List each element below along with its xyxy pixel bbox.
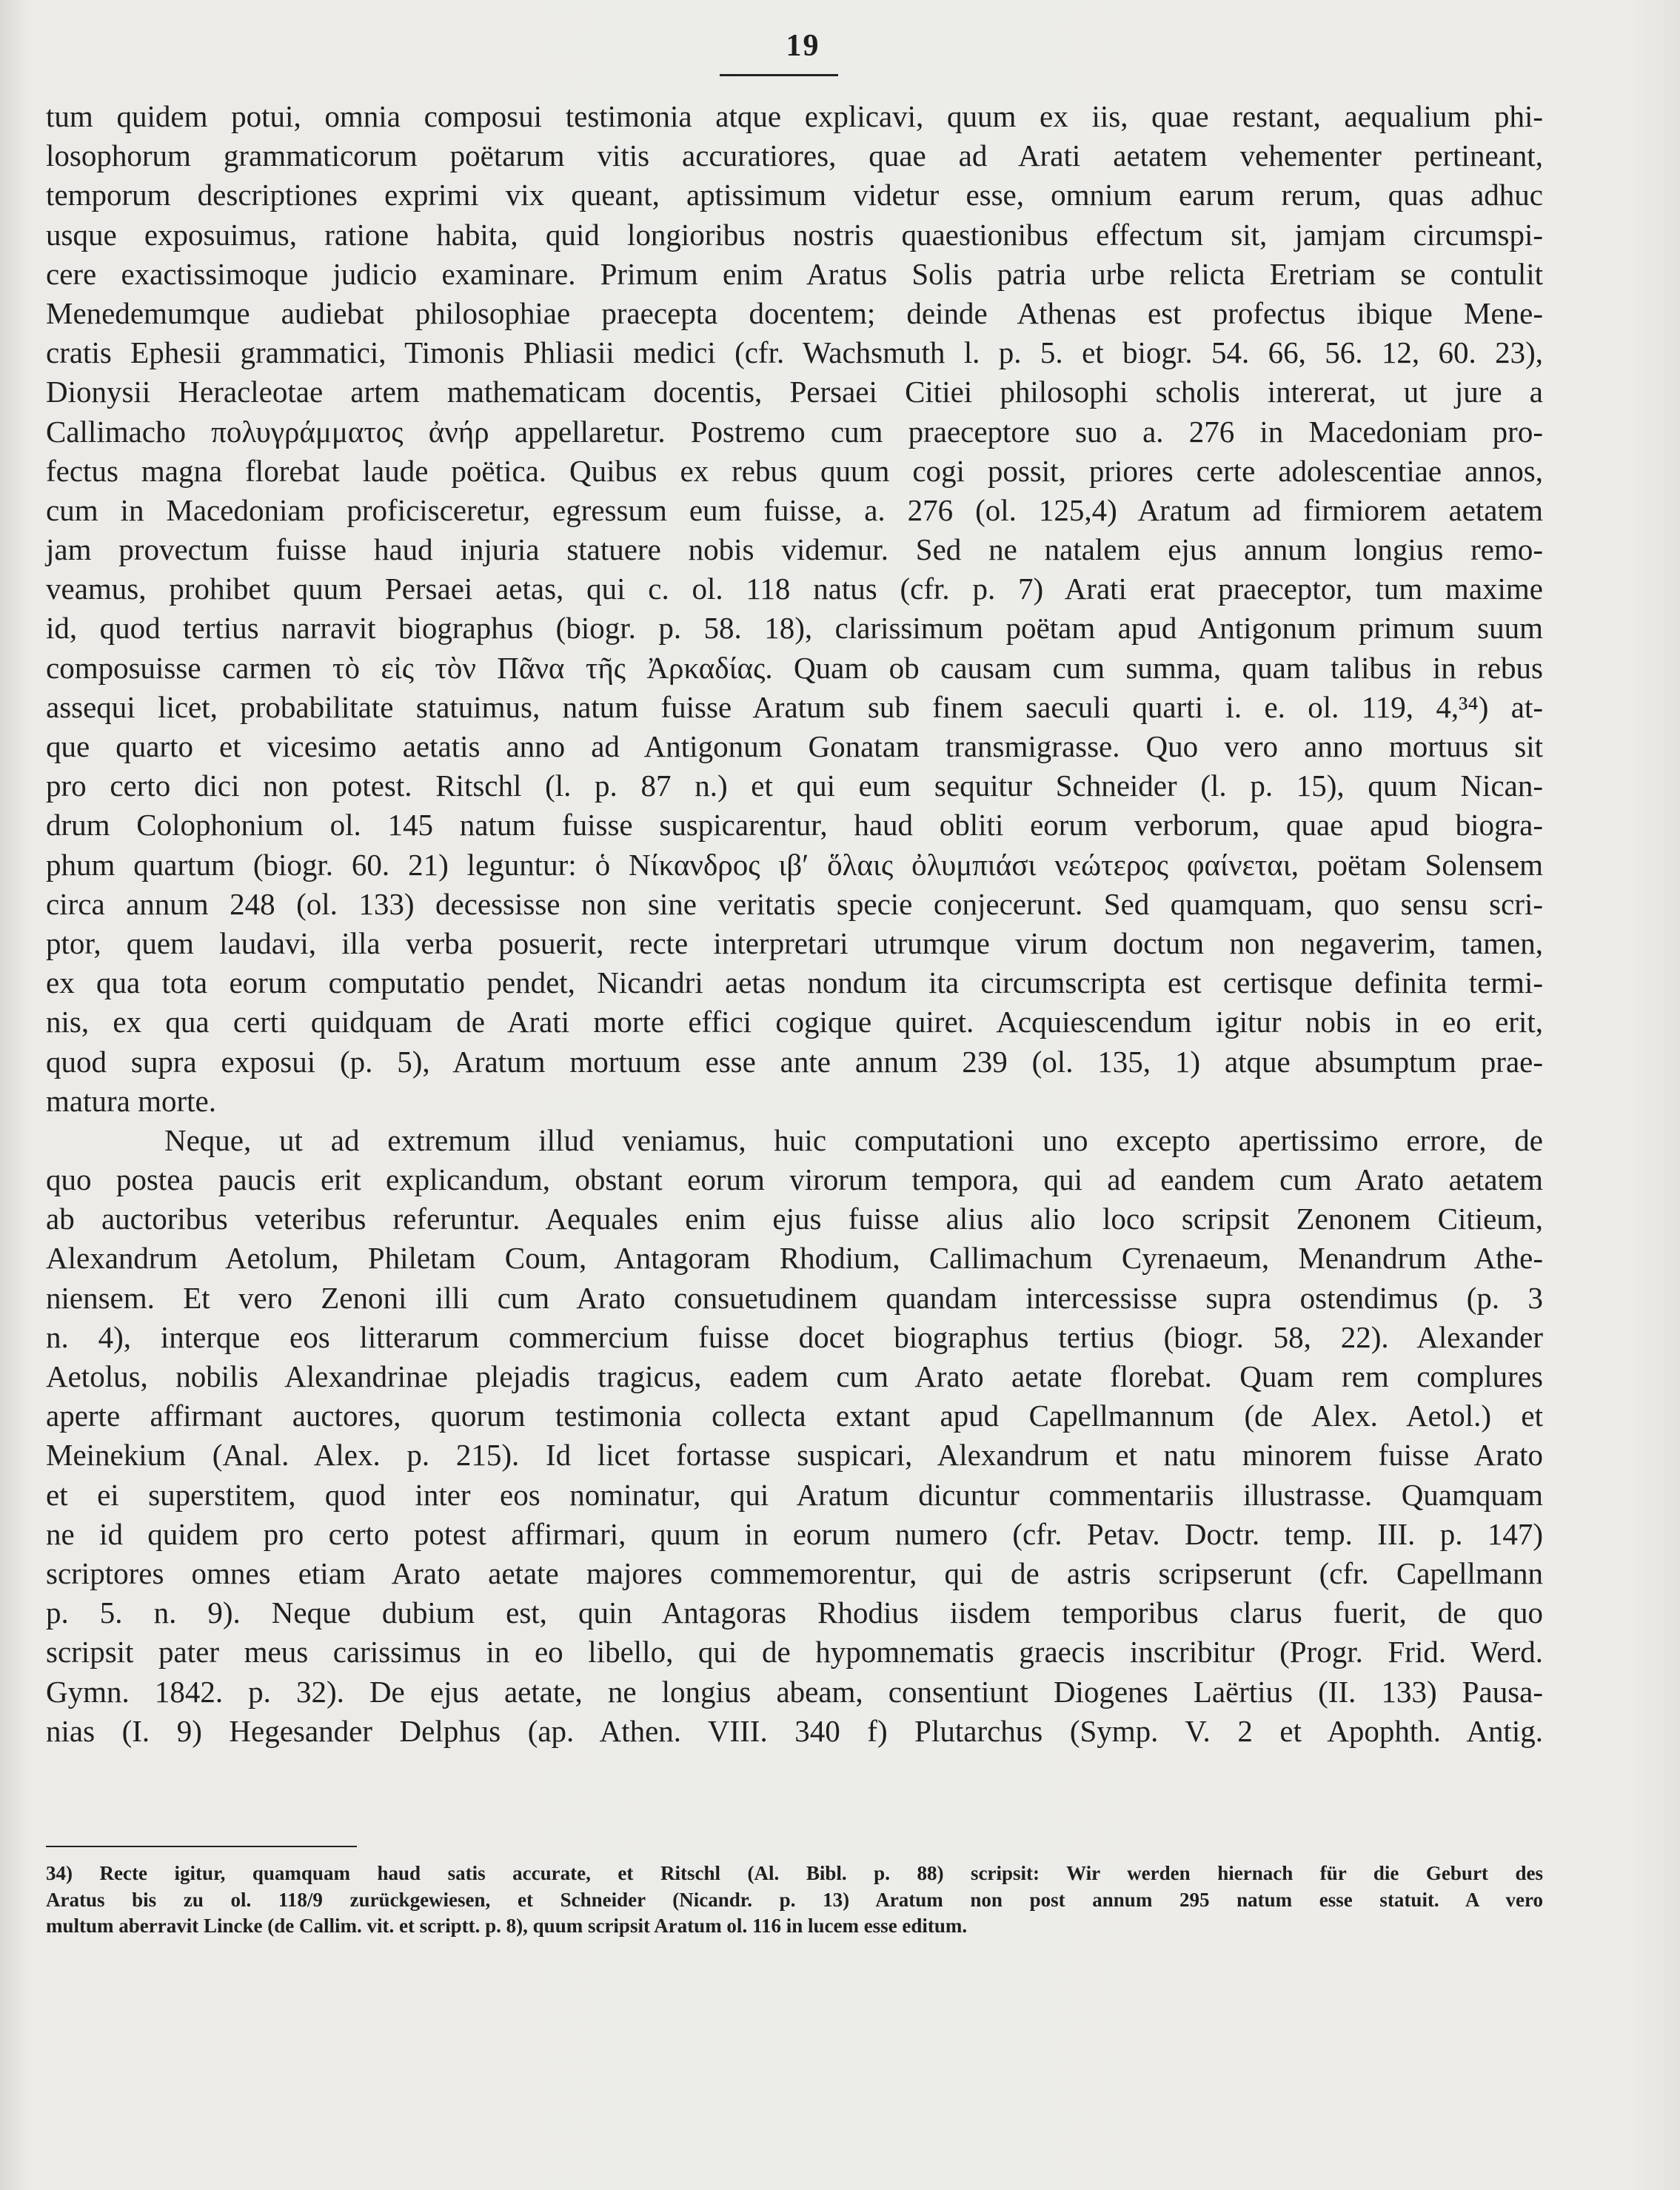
text-line: aperte affirmant auctores, quorum testimonia collecta extant apud Capellmannum (de Alex. Aetol.) et <box>46 1399 1543 1433</box>
text-line-paragraph-start: Neque, ut ad extremum illud veniamus, huic computationi uno excepto apertissimo errore, de <box>164 1122 1543 1157</box>
text-line: cratis Ephesii grammatici, Timonis Phliasii medici (cfr. Wachsmuth l. p. 5. et biogr. 54. 66, 56. 12, 60. 23), <box>46 335 1543 370</box>
text-line: Menedemumque audiebat philosophiae praecepta docentem; deinde Athenas est profectus ibique Mene- <box>46 295 1543 330</box>
footnote-rule <box>46 1846 357 1847</box>
text-line: jam provectum fuisse haud injuria statuere nobis videmur. Sed ne natalem ejus annum longius remo- <box>46 532 1543 567</box>
text-line: assequi licet, probabilitate statuimus, natum fuisse Aratum sub finem saeculi quarti i. e. ol. 119, 4,³⁴) at- <box>46 689 1543 724</box>
text-line: quod supra exposui (p. 5), Aratum mortuum esse ante annum 239 (ol. 135, 1) atque absumptum prae- <box>46 1044 1543 1079</box>
text-line: pro certo dici non potest. Ritschl (l. p. 87 n.) et qui eum sequitur Schneider (l. p. 15), quum Nican- <box>46 768 1543 803</box>
text-line: id, quod tertius narravit biographus (biogr. p. 58. 18), clarissimum poëtam apud Antigonum primum suum <box>46 611 1543 646</box>
text-line: temporum descriptiones exprimi vix queant, aptissimum videtur esse, omnium earum rerum, quas adhuc <box>46 178 1543 212</box>
text-line: drum Colophonium ol. 145 natum fuisse suspicarentur, haud obliti eorum verborum, quae apud biogra- <box>46 808 1543 843</box>
text-line: phum quartum (biogr. 60. 21) leguntur: ὁ Νίκανδρος ιβʹ ὅλαις ὀλυμπιάσι νεώτερος φαίνεται, poëtam Solensem <box>46 847 1543 882</box>
text-line: quo postea paucis erit explicandum, obstant eorum virorum tempora, qui ad eandem cum Arato aetatem <box>46 1162 1543 1197</box>
footnote-line: multum aberravit Lincke (de Callim. vit. et scriptt. p. 8), quum scripsit Aratum ol. 116 in lucem esse editum. <box>46 1915 968 1937</box>
text-line: ne id quidem pro certo potest affirmari, quum in eorum numero (cfr. Petav. Doctr. temp. III. p. 147) <box>46 1516 1543 1551</box>
text-line: p. 5. n. 9). Neque dubium est, quin Antagoras Rhodius iisdem temporibus clarus fuerit, de quo <box>46 1595 1543 1630</box>
text-line: et ei superstitem, quod inter eos nominatur, qui Aratum dicuntur commentariis illustrasse. Quamquam <box>46 1477 1543 1512</box>
body-text <box>46 97 1543 1751</box>
text-line: composuisse carmen τὸ εἰς τὸν Πᾶνα τῆς Ἀρκαδίας. Quam ob causam cum summa, quam talibus in rebus <box>46 650 1543 685</box>
footnote-line: Aratus bis zu ol. 118/9 zurückgewiesen, et Schneider (Nicandr. p. 13) Aratum non post annum 295 natum esse statuit. A vero <box>46 1888 1543 1911</box>
text-line: ex qua tota eorum computatio pendet, Nicandri aetas nondum ita circumscripta est certisque definita termi- <box>46 965 1543 1000</box>
text-line: Callimacho πολυγράμματος ἀνήρ appellaretur. Postremo cum praeceptore suo a. 276 in Macedoniam pro- <box>46 414 1543 449</box>
text-line: scriptores omnes etiam Arato aetate majores commemorentur, qui de astris scripserunt (cfr. Capellmann <box>46 1556 1543 1590</box>
text-line: veamus, prohibet quum Persaei aetas, qui c. ol. 118 natus (cfr. p. 7) Arati erat praeceptor, tum maxime <box>46 572 1543 606</box>
text-line: Meinekium (Anal. Alex. p. 215). Id licet fortasse suspicari, Alexandrum et natu minorem fuisse Arato <box>46 1438 1543 1473</box>
text-line: nis, ex qua certi quidquam de Arati morte effici cogique quiret. Acquiescendum igitur nobis in eo erit, <box>46 1005 1543 1039</box>
text-line: Dionysii Heracleotae artem mathematicam docentis, Persaei Citiei philosophi scholis intererat, ut jure a <box>46 375 1543 409</box>
footnote-line: 34) Recte igitur, quamquam haud satis accurate, et Ritschl (Al. Bibl. p. 88) scripsit: Wir werden hiernach für die Geburt des <box>46 1862 1543 1884</box>
page-number-rule <box>720 74 838 76</box>
text-line: cere exactissimoque judicio examinare. Primum enim Aratus Solis patria urbe relicta Eretriam se contulit <box>46 256 1543 291</box>
footnote-34 <box>46 1861 1543 1940</box>
text-line: que quarto et vicesimo aetatis anno ad Antigonum Gonatam transmigrasse. Quo vero anno mortuus sit <box>46 729 1543 763</box>
text-line: scripsit pater meus carissimus in eo libello, qui de hypomnematis graecis inscribitur (Progr. Frid. Werd. <box>46 1635 1543 1670</box>
text-line: ab auctoribus veteribus referuntur. Aequales enim ejus fuisse alius alio loco scripsit Zenonem Citieum, <box>46 1202 1543 1236</box>
text-line: losophorum grammaticorum poëtarum vitis accuratiores, quae ad Arati aetatem vehementer pertineant, <box>46 138 1543 173</box>
text-line: Gymn. 1842. p. 32). De ejus aetate, ne longius abeam, consentiunt Diogenes Laërtius (II. 133) Pausa- <box>46 1674 1543 1709</box>
text-line: n. 4), interque eos litterarum commercium fuisse docet biographus tertius (biogr. 58, 22). Alexander <box>46 1319 1543 1354</box>
text-line: tum quidem potui, omnia composui testimonia atque explicavi, quum ex iis, quae restant, aequalium phi- <box>46 99 1543 133</box>
text-line-paragraph-end: matura morte. <box>46 1083 216 1118</box>
page-number: 19 <box>786 29 820 63</box>
text-line: Aetolus, nobilis Alexandrinae plejadis tragicus, eadem cum Arato aetate florebat. Quam rem complures <box>46 1359 1543 1393</box>
text-line: Alexandrum Aetolum, Philetam Coum, Antagoram Rhodium, Callimachum Cyrenaeum, Menandrum Athe- <box>46 1241 1543 1276</box>
text-line: nias (I. 9) Hegesander Delphus (ap. Athen. VIII. 340 f) Plutarchus (Symp. V. 2 et Apophth. Antig. <box>46 1713 1543 1748</box>
text-line: circa annum 248 (ol. 133) decessisse non sine veritatis specie conjecerunt. Sed quamquam, quo sensu scri- <box>46 886 1543 921</box>
text-line: usque exposuimus, ratione habita, quid longioribus nostris quaestionibus effectum sit, jamjam circumspi- <box>46 217 1543 252</box>
text-line: fectus magna florebat laude poëtica. Quibus ex rebus quum cogi possit, priores certe adolescentiae annos, <box>46 453 1543 488</box>
text-line: cum in Macedoniam proficisceretur, egressum eum fuisse, a. 276 (ol. 125,4) Aratum ad firmiorem aetatem <box>46 492 1543 527</box>
text-line: niensem. Et vero Zenoni illi cum Arato consuetudinem quandam intercessisse supra ostendimus (p. 3 <box>46 1280 1543 1315</box>
text-line: ptor, quem laudavi, illa verba posuerit, recte interpretari utrumque virum doctum non negaverim, tamen, <box>46 925 1543 960</box>
